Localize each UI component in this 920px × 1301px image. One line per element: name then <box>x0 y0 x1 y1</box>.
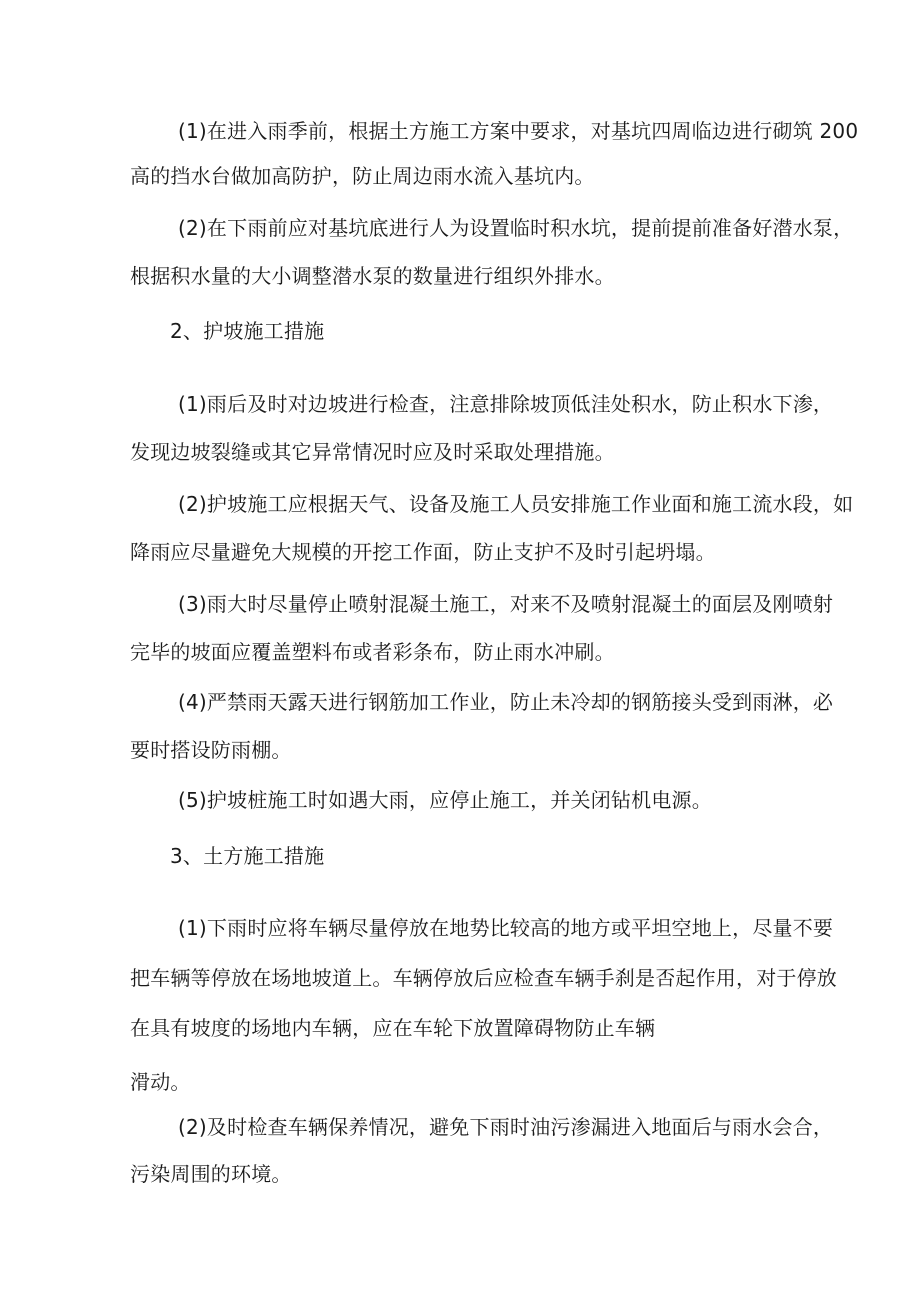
paragraph-slope-construction-line1: (2)护坡施工应根据天气、设备及施工人员安排施工作业面和施工流水段，如 <box>178 492 854 516</box>
paragraph-pile-drilling: (5)护坡桩施工时如遇大雨，应停止施工，并关闭钻机电源。 <box>178 788 712 812</box>
paragraph-rain-season-prep-line1: (1)在进入雨季前，根据土方施工方案中要求，对基坑四周临边进行砌筑 200 <box>178 119 859 143</box>
paragraph-rebar-line2: 要时搭设防雨棚。 <box>130 738 292 762</box>
paragraph-vehicle-maintenance-line2: 污染周围的环境。 <box>130 1162 292 1186</box>
paragraph-water-pit-line1: (2)在下雨前应对基坑底进行人为设置临时积水坑，提前提前准备好潜水泵， <box>178 216 854 240</box>
paragraph-slope-inspection-line1: (1)雨后及时对边坡进行检查，注意排除坡顶低洼处积水，防止积水下渗， <box>178 392 834 416</box>
paragraph-water-pit-line2: 根据积水量的大小调整潜水泵的数量进行组织外排水。 <box>130 264 615 288</box>
paragraph-slope-construction-line2: 降雨应尽量避免大规模的开挖工作面，防止支护不及时引起坍塌。 <box>130 540 716 564</box>
section-heading-slope-protection: 2、护坡施工措施 <box>170 319 325 343</box>
paragraph-vehicle-maintenance-line1: (2)及时检查车辆保养情况，避免下雨时油污渗漏进入地面后与雨水会合， <box>178 1115 834 1139</box>
paragraph-rebar-line1: (4)严禁雨天露天进行钢筋加工作业，防止未冷却的钢筋接头受到雨淋，必 <box>178 690 834 714</box>
paragraph-rain-season-prep-line2: 高的挡水台做加高防护，防止周边雨水流入基坑内。 <box>130 164 595 188</box>
section-heading-earthwork: 3、土方施工措施 <box>170 844 325 868</box>
paragraph-shotcrete-line1: (3)雨大时尽量停止喷射混凝土施工，对来不及喷射混凝土的面层及刚喷射 <box>178 592 834 616</box>
paragraph-vehicle-parking-line4: 滑动。 <box>130 1070 191 1094</box>
paragraph-shotcrete-line2: 完毕的坡面应覆盖塑料布或者彩条布，防止雨水冲刷。 <box>130 640 615 664</box>
paragraph-vehicle-parking-line3: 在具有坡度的场地内车辆，应在车轮下放置障碍物防止车辆 <box>130 1016 656 1040</box>
paragraph-slope-inspection-line2: 发现边坡裂缝或其它异常情况时应及时采取处理措施。 <box>130 440 615 464</box>
paragraph-vehicle-parking-line1: (1)下雨时应将车辆尽量停放在地势比较高的地方或平坦空地上，尽量不要 <box>178 916 834 940</box>
paragraph-vehicle-parking-line2: 把车辆等停放在场地坡道上。车辆停放后应检查车辆手刹是否起作用，对于停放 <box>130 966 837 990</box>
